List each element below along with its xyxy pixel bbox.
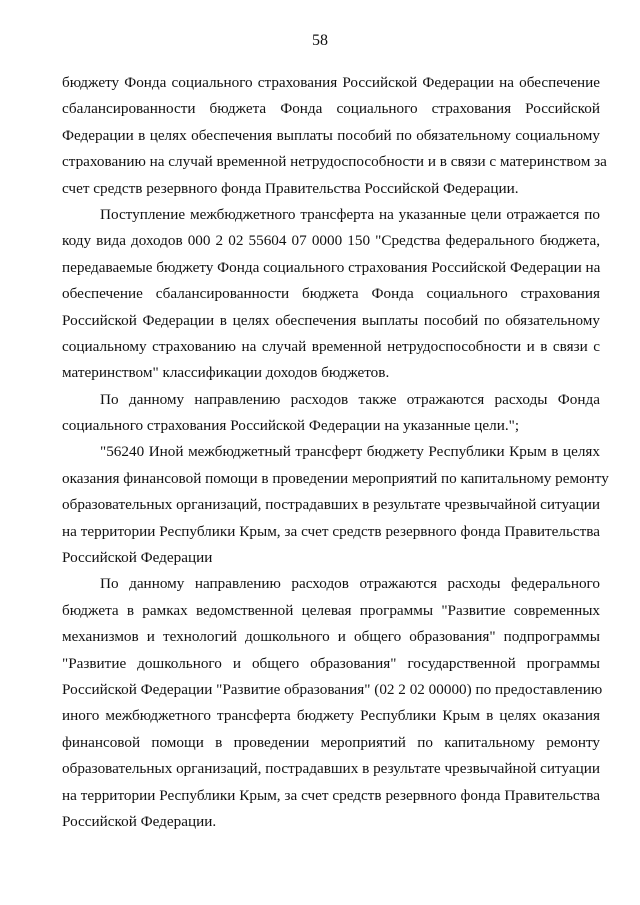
text-line: Российской Федерации (62, 549, 213, 567)
paragraph (62, 387, 600, 440)
text-line: Российской Федерации "Развитие образования" (02 2 02 00000) по предоставлению (62, 680, 603, 698)
text-line: Поступление межбюджетного трансферта на указанные цели отражается по (100, 205, 600, 223)
text-line: По данному направлению расходов отражаются расходы федерального (100, 575, 600, 593)
text-line: "Развитие дошкольного и общего образования" государственной программы (62, 654, 600, 672)
text-line: бюджета в рамках ведомственной целевая программы "Развитие современных (62, 601, 600, 619)
text-line: обеспечение сбалансированности бюджета Фонда социального страхования (62, 285, 600, 303)
text-line: страхованию на случай временной нетрудоспособности и в связи с материнством за (62, 153, 607, 171)
text-line: Федерации в целях обеспечения выплаты пособий по обязательному социальному (62, 126, 600, 144)
text-line: сбалансированности бюджета Фонда социального страхования Российской (62, 100, 600, 118)
text-line: "56240 Иной межбюджетный трансферт бюджету Республики Крым в целях (100, 443, 600, 461)
text-line: на территории Республики Крым, за счет средств резервного фонда Правительства (62, 522, 600, 540)
text-line: социальному страхованию на случай временной нетрудоспособности и в связи с (62, 337, 600, 355)
text-line: коду вида доходов 000 2 02 55604 07 0000 150 "Средства федерального бюджета, (62, 232, 600, 250)
text-line: бюджету Фонда социального страхования Российской Федерации на обеспечение (62, 74, 600, 91)
text-line: финансовой помощи в проведении мероприятий по капитальному ремонту (62, 733, 600, 751)
text-line: Российской Федерации в целях обеспечения выплаты пособий по обязательному (62, 311, 600, 329)
text-line: на территории Республики Крым, за счет средств резервного фонда Правительства (62, 786, 600, 804)
text-line: иного межбюджетного трансферта бюджету Республики Крым в целях оказания (62, 707, 600, 725)
paragraph (62, 70, 607, 202)
paragraph (62, 439, 609, 571)
document-body (62, 70, 609, 835)
text-line: образовательных организаций, пострадавших в результате чрезвычайной ситуации (62, 760, 600, 778)
text-line: механизмов и технологий дошкольного и общего образования" подпрограммы (62, 628, 600, 646)
text-line: материнством" классификации доходов бюджетов. (62, 364, 390, 382)
page-number: 58 (312, 32, 328, 49)
text-line: По данному направлению расходов также отражаются расходы Фонда (100, 390, 600, 408)
paragraph (62, 571, 603, 835)
text-line: счет средств резервного фонда Правительства Российской Федерации. (62, 179, 519, 197)
text-line: передаваемые бюджету Фонда социального страхования Российской Федерации на (62, 258, 601, 276)
paragraph (62, 202, 600, 387)
text-line: оказания финансовой помощи в проведении мероприятий по капитальному ремонту (62, 469, 609, 487)
text-line: образовательных организаций, пострадавших в результате чрезвычайной ситуации (62, 496, 600, 514)
text-line: Российской Федерации. (62, 812, 217, 830)
text-line: социального страхования Российской Федерации на указанные цели."; (62, 417, 520, 435)
